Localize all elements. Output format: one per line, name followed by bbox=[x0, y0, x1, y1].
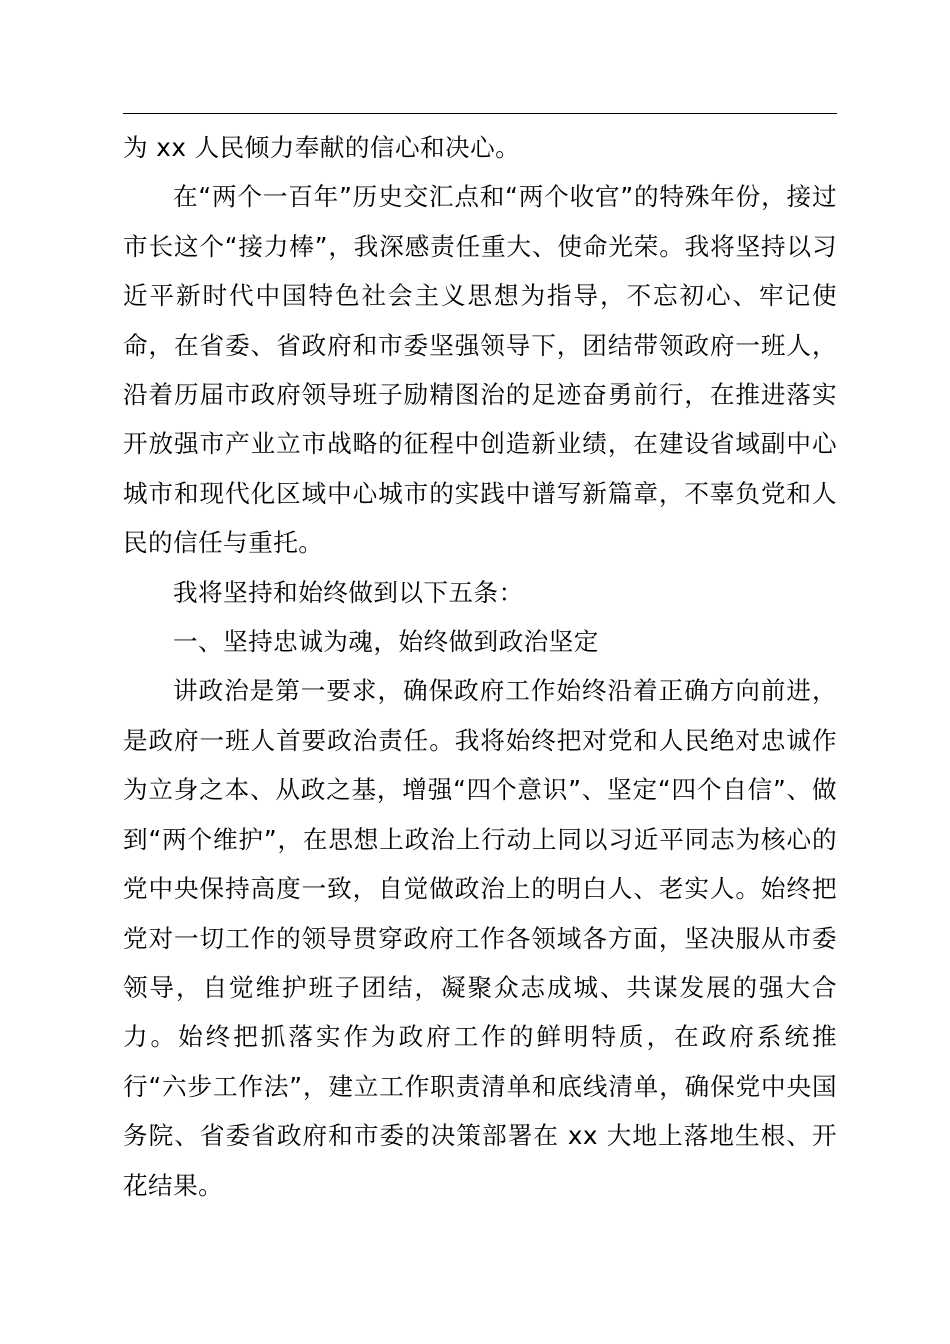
paragraph-continuation: 为 xx 人民倾力奉献的信心和决心。 bbox=[123, 133, 521, 162]
paragraph-mission: 在“两个一百年”历史交汇点和“两个收官”的特殊年份，接过市长这个“接力棒”，我深感责任重大、使命光荣。我将坚持以习近平新时代中国特色社会主义思想为指导，不忘初心、牢记使命，在省委、省政府和市委坚强领导下，团结带领政府一班人，沿着历届市政府领导班子励精图治的足迹奋勇前行，在推进落实开放强市产业立市战略的征程中创造新业绩，在建设省域副中心城市和现代化区域中心城市的实践中谱写新篇章，不辜负党和人民的信任与重托。 bbox=[123, 182, 837, 558]
paragraph-political-loyalty: 讲政治是第一要求，确保政府工作始终沿着正确方向前进，是政府一班人首要政治责任。我将始终把对党和人民绝对忠诚作为立身之本、从政之基，增强“四个意识”、坚定“四个自信”、做到“两个维护”，在思想上政治上行动上同以习近平同志为核心的党中央保持高度一致，自觉做政治上的明白人、老实人。始终把党对一切工作的领导贯穿政府工作各领域各方面，坚决服从市委领导，自觉维护班子团结，凝聚众志成城、共谋发展的强大合力。始终把抓落实作为政府工作的鲜明特质，在政府系统推行“六步工作法”，建立工作职责清单和底线清单，确保党中央国务院、省委省政府和市委的决策部署在 xx 大地上落地生根、开花结果。 bbox=[123, 676, 837, 1200]
document-body bbox=[123, 123, 837, 1210]
section-heading-1: 一、坚持忠诚为魂，始终做到政治坚定 bbox=[173, 627, 599, 657]
header-rule bbox=[123, 113, 837, 114]
paragraph-five-points-intro: 我将坚持和始终做到以下五条： bbox=[173, 577, 524, 607]
